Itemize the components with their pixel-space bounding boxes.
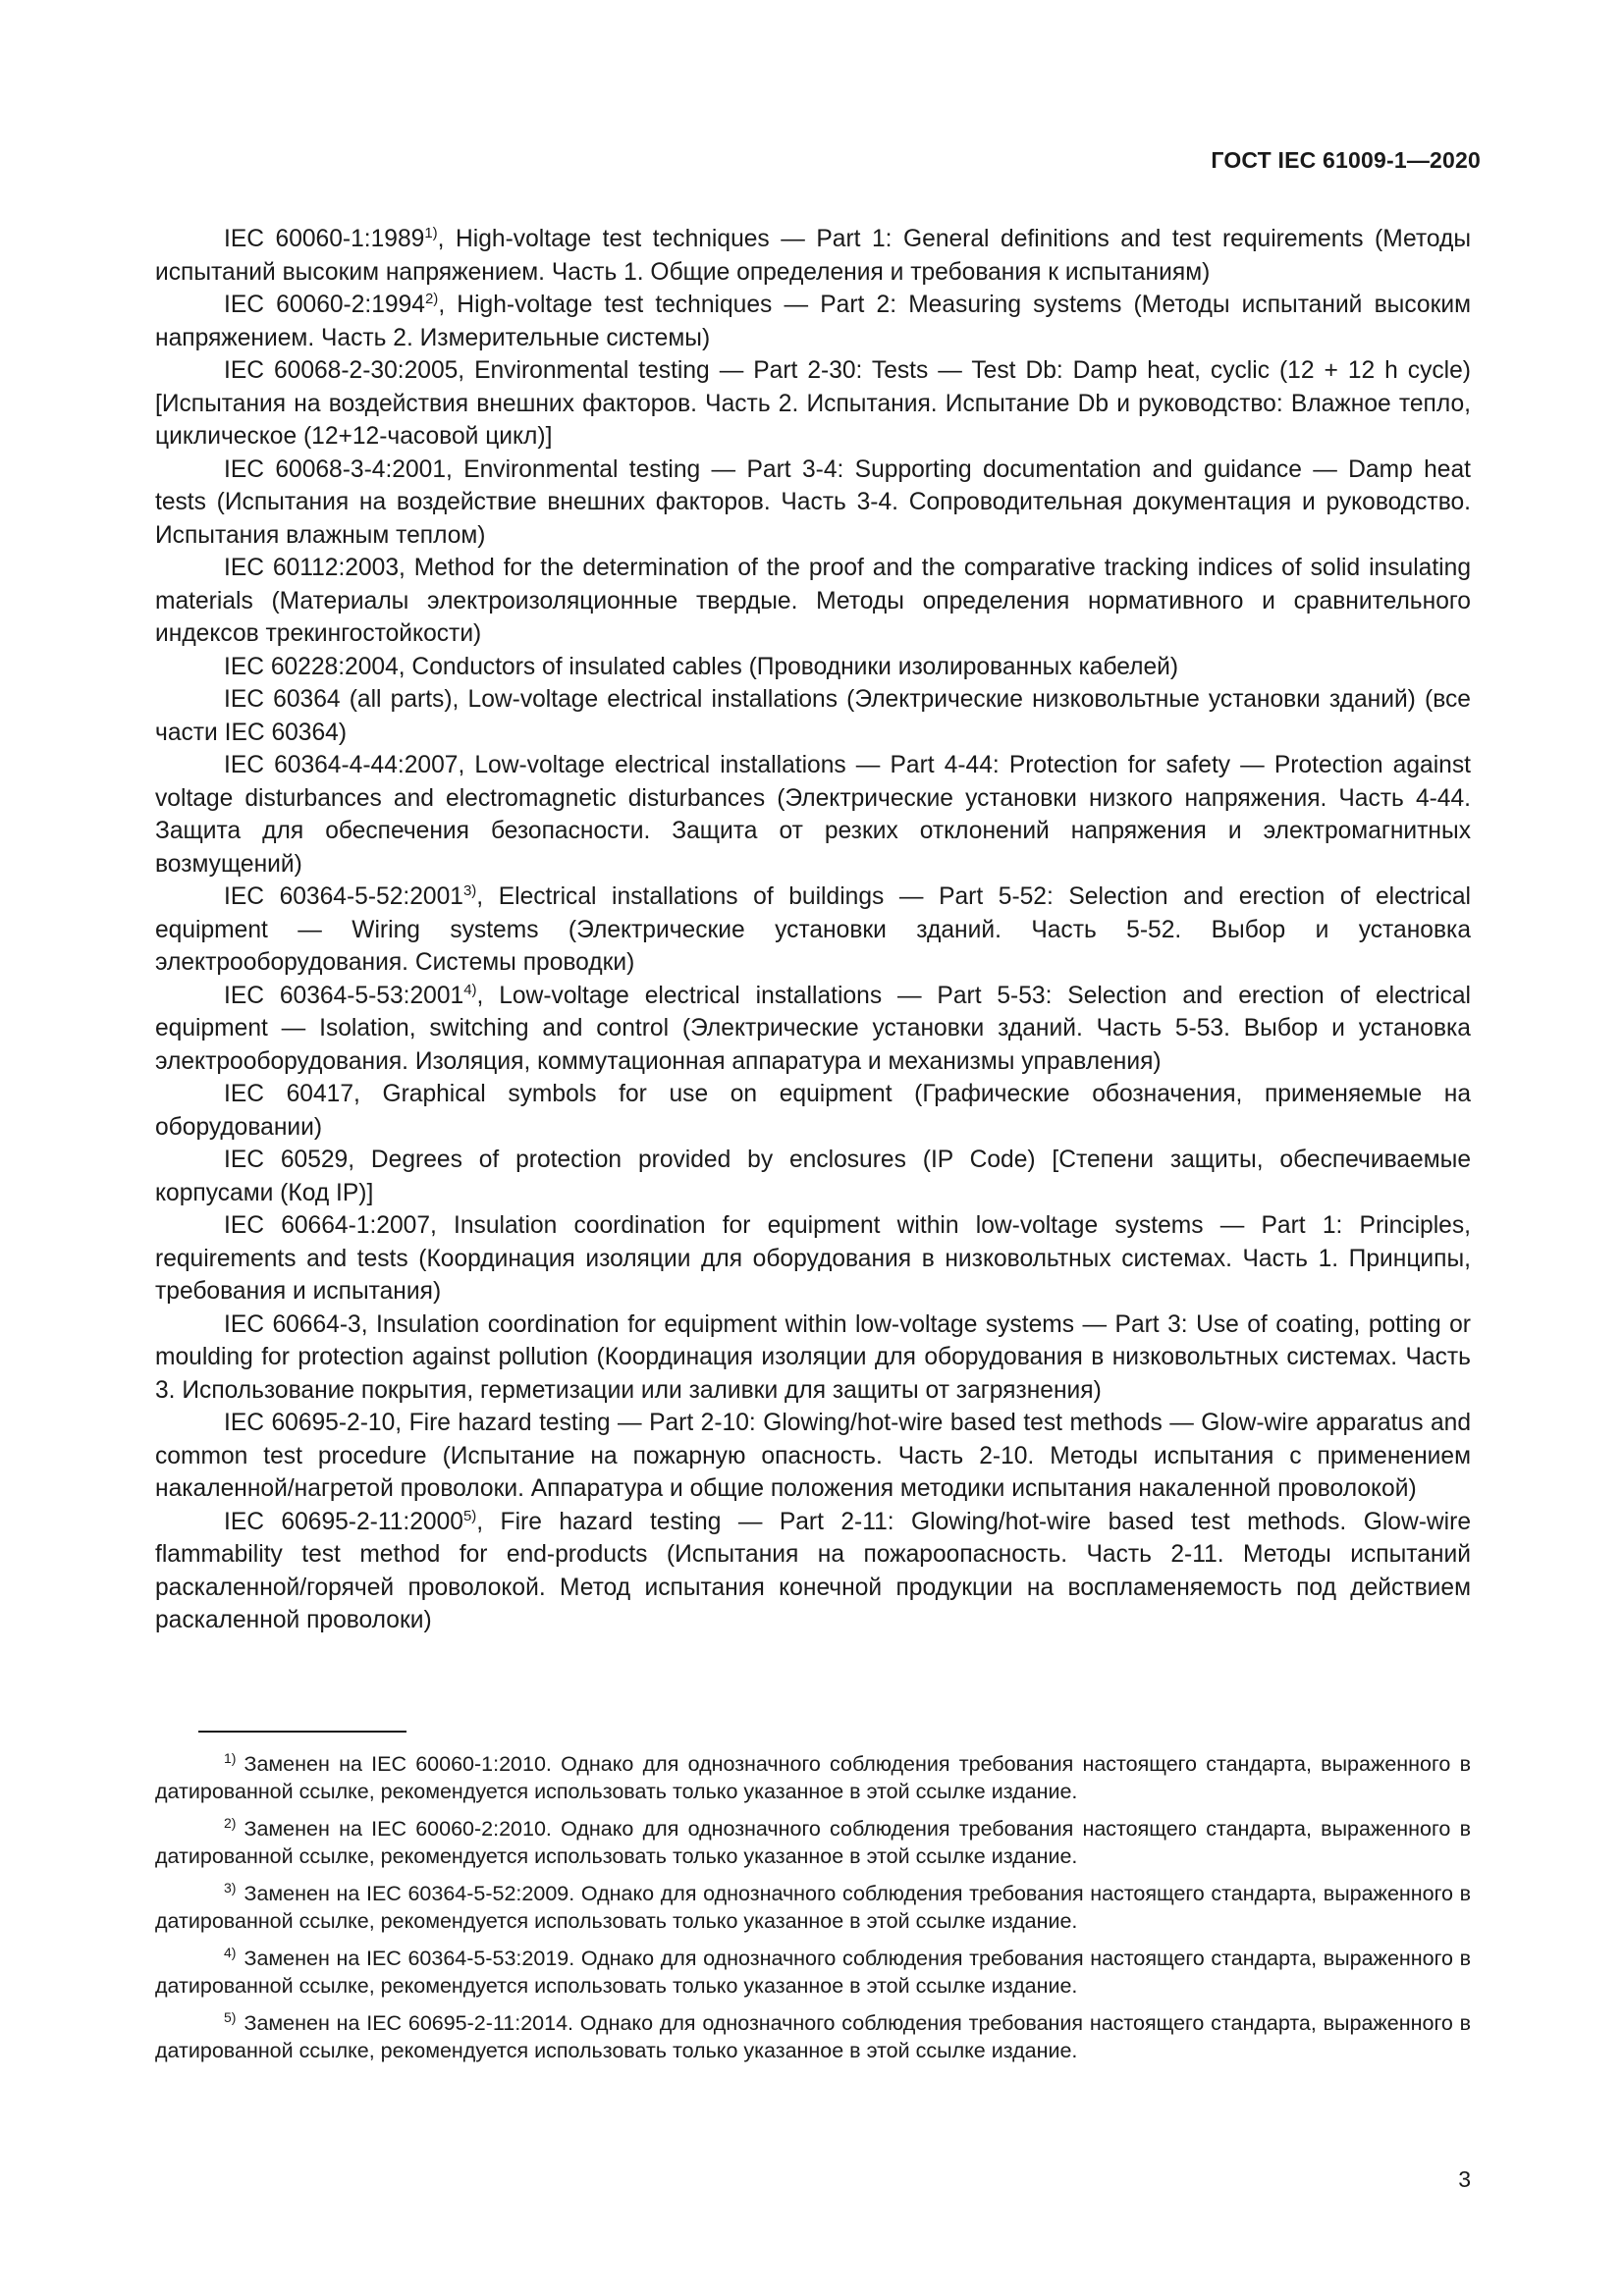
footnote-ref-4: 4) <box>463 981 477 998</box>
footnote: $^{3)}$ Заменен на IEC 60364-5-52:2009. Однако для однозначного соблюдения требования настоящего стандарта, выраженного в датированной ссылке, рекомендуется использовать только указанное в этой ссылке издание. <box>155 1879 1471 1933</box>
footnote-mark: 2) <box>224 1814 237 1831</box>
footnote-ref-1: 1) <box>424 224 438 241</box>
footnote: $^{2)}$ Заменен на IEC 60060-2:2010. Однако для однозначного соблюдения требования настоящего стандарта, выраженного в датированной ссылке, рекомендуется использовать только указанное в этой ссылке издание. <box>155 1814 1471 1868</box>
normative-references-list <box>155 223 1471 1637</box>
standard-designation: ГОСТ IEC 61009-1—2020 <box>1211 147 1481 173</box>
footnote-mark: 1) <box>224 1749 237 1766</box>
footnote: $^{5)}$ Заменен на IEC 60695-2-11:2014. Однако для однозначного соблюдения требования настоящего стандарта, выраженного в датированной ссылке, рекомендуется использовать только указанное в этой ссылке издание. <box>155 2008 1471 2062</box>
reference-entry: IEC 60364-4-44:2007, Low-voltage electrical installations — Part 4-44: Protection for safety — Protection against voltage disturbances and electromagnetic disturbances (Электрические установки низкого напряжения. Часть 4-44. Защита для обеспечения безопасности. Защита от резких отклонений напряжения и электромагнитных возмущений) <box>155 752 1471 878</box>
footnote: $^{1)}$ Заменен на IEC 60060-1:2010. Однако для однозначного соблюдения требования настоящего стандарта, выраженного в датированной ссылке, рекомендуется использовать только указанное в этой ссылке издание. <box>155 1749 1471 1803</box>
reference-entry: IEC 60112:2003, Method for the determination of the proof and the comparative tracking indices of solid insulating materials (Материалы электроизоляционные твердые. Методы определения нормативного и сравнительного индексов трекингостойкости) <box>155 555 1471 647</box>
reference-entry: IEC 60695-2-11:2000$^{5)}$, Fire hazard testing — Part 2-11: Glowing/hot-wire based test methods. Glow-wire flammability test method for end-products (Испытания на пожароопасность. Часть 2-11. Методы испытаний раскаленной/горячей проволокой. Метод испытания конечной продукции на воспламеняемость под действием раскаленной проволоки) <box>155 1507 1472 1633</box>
reference-entry: IEC 60364-5-52:2001$^{3)}$, Electrical installations of buildings — Part 5-52: Selection and erection of electrical equipment — Wiring systems (Электрические установки зданий. Часть 5-52. Выбор и установка электрооборудования. Системы проводки) <box>155 881 1471 976</box>
footnotes <box>155 1750 1471 2074</box>
reference-entry: IEC 60228:2004, Conductors of insulated cables (Проводники изолированных кабелей) <box>224 653 1179 680</box>
footnote-mark: 3) <box>224 1879 237 1896</box>
reference-entry: IEC 60364 (all parts), Low-voltage electrical installations (Электрические низковольтные установки зданий) (все части IEC 60364) <box>155 686 1471 746</box>
reference-entry: IEC 60060-2:1994$^{2)}$, High-voltage test techniques — Part 2: Measuring systems (Методы испытаний высоким напряжением. Часть 2. Измерительные системы) <box>155 290 1471 351</box>
footnote-mark: 5) <box>224 2008 237 2025</box>
footnote-ref-5: 5) <box>462 1507 477 1524</box>
footnote: $^{4)}$ Заменен на IEC 60364-5-53:2019. Однако для однозначного соблюдения требования настоящего стандарта, выраженного в датированной ссылке, рекомендуется использовать только указанное в этой ссылке издание. <box>155 1944 1471 1998</box>
reference-entry: IEC 60068-2-30:2005, Environmental testing — Part 2-30: Tests — Test Db: Damp heat, cyclic (12 + 12 h cycle) [Испытания на воздействия внешних факторов. Часть 2. Испытания. Испытание Db и руководство: Влажное тепло, циклическое (12+12-часовой цикл)] <box>155 357 1471 450</box>
footnote-ref-3: 3) <box>462 881 477 899</box>
reference-entry: IEC 60695-2-10, Fire hazard testing — Part 2-10: Glowing/hot-wire based test methods — Glow-wire apparatus and common test procedure (Испытание на пожарную опасность. Часть 2-10. Методы испытания с применением накаленной/нагретой проволоки. Аппаратура и общие положения методики испытания накаленной проволокой) <box>155 1410 1471 1502</box>
reference-entry: IEC 60417, Graphical symbols for use on equipment (Графические обозначения, применяемые на оборудовании) <box>155 1081 1471 1141</box>
reference-entry: IEC 60068-3-4:2001, Environmental testing — Part 3-4: Supporting documentation and guidance — Damp heat tests (Испытания на воздействие внешних факторов. Часть 3-4. Сопроводительная документация и руководство. Испытания влажным теплом) <box>155 455 1471 549</box>
footnote-mark: 4) <box>224 1944 237 1960</box>
reference-entry: IEC 60364-5-53:2001$^{4)}$, Low-voltage electrical installations — Part 5-53: Selection and erection of electrical equipment — Isolation, switching and control (Электрические установки зданий. Часть 5-53. Выбор и установка электрооборудования. Изоляция, коммутационная аппаратура и механизмы управления) <box>155 981 1471 1075</box>
reference-entry: IEC 60529, Degrees of protection provided by enclosures (IP Code) [Степени защиты, обеспечиваемые корпусами (Код IP)] <box>155 1147 1471 1206</box>
footnote-separator <box>198 1731 406 1733</box>
footnote-ref-2: 2) <box>424 290 439 307</box>
reference-entry: IEC 60664-3, Insulation coordination for equipment within low-voltage systems — Part 3: Use of coating, potting or moulding for protection against pollution (Координация изоляции для оборудования в низковольтных системах. Часть 3. Использование покрытия, герметизации или заливки для защиты от загрязнения) <box>155 1310 1471 1404</box>
page-number: 3 <box>1458 2166 1471 2192</box>
reference-entry: IEC 60664-1:2007, Insulation coordination for equipment within low-voltage systems — Part 1: Principles, requirements and tests (Координация изоляции для оборудования в низковольтных системах. Часть 1. Принципы, требования и испытания) <box>155 1212 1471 1305</box>
reference-entry: IEC 60060-1:1989$^{1)}$, High-voltage test techniques — Part 1: General definitions and test requirements (Методы испытаний высоким напряжением. Часть 1. Общие определения и требования к испытаниям) <box>155 224 1471 286</box>
